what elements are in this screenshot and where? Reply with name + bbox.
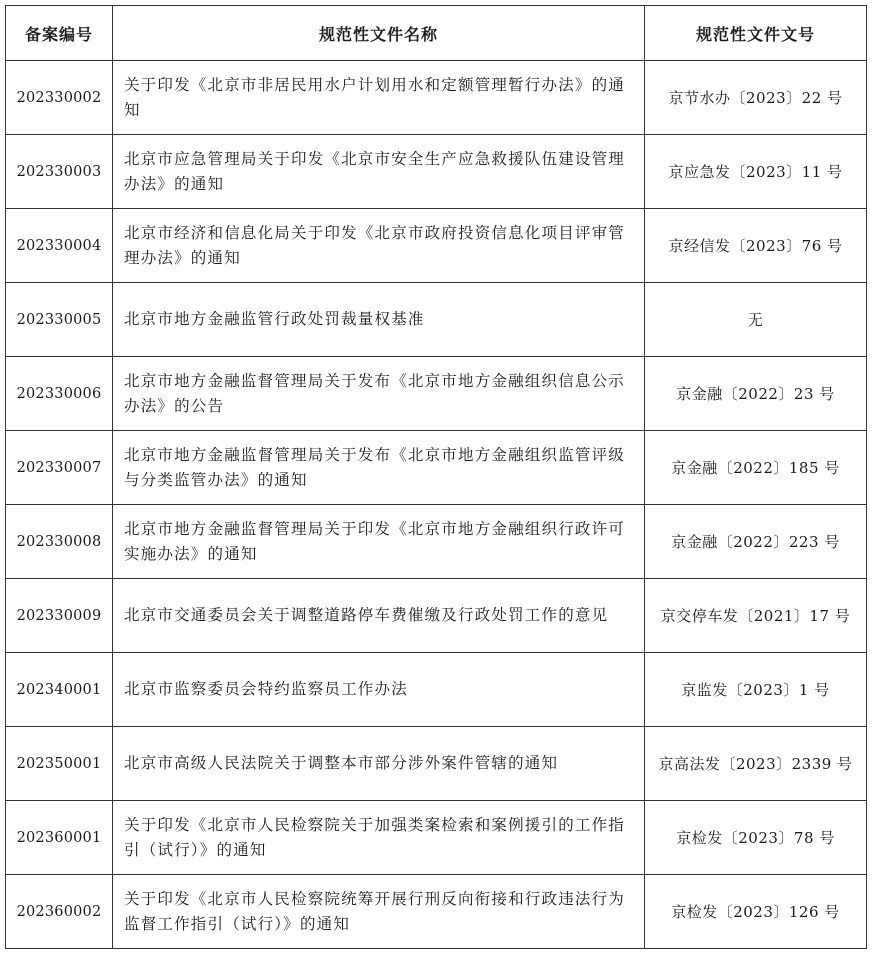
doc-number-cell: 京节水办〔2023〕22 号 — [645, 61, 867, 135]
doc-name-cell: 北京市经济和信息化局关于印发《北京市政府投资信息化项目评审管理办法》的通知 — [113, 209, 645, 283]
record-no-cell: 202340001 — [6, 653, 113, 727]
doc-name-cell: 北京市地方金融监督管理局关于发布《北京市地方金融组织监管评级与分类监管办法》的通知 — [113, 431, 645, 505]
record-no-cell: 202330006 — [6, 357, 113, 431]
document-page — [5, 5, 867, 949]
record-no-cell: 202330004 — [6, 209, 113, 283]
doc-number-cell: 京金融〔2022〕23 号 — [645, 357, 867, 431]
record-no-cell: 202360001 — [6, 801, 113, 875]
doc-name-cell: 关于印发《北京市人民检察院关于加强类案检索和案例援引的工作指引（试行）》的通知 — [113, 801, 645, 875]
doc-name-cell: 北京市地方金融监督管理局关于发布《北京市地方金融组织信息公示办法》的公告 — [113, 357, 645, 431]
header-doc-number: 规范性文件文号 — [645, 6, 867, 61]
record-no-cell: 202330003 — [6, 135, 113, 209]
table-row — [6, 801, 867, 875]
doc-number-cell: 京高法发〔2023〕2339 号 — [645, 727, 867, 801]
doc-name-cell: 北京市地方金融监管行政处罚裁量权基准 — [113, 283, 645, 357]
doc-number-cell: 京交停车发〔2021〕17 号 — [645, 579, 867, 653]
doc-number-cell: 京经信发〔2023〕76 号 — [645, 209, 867, 283]
records-table — [5, 5, 867, 949]
table-row — [6, 653, 867, 727]
doc-number-cell: 京金融〔2022〕223 号 — [645, 505, 867, 579]
table-row — [6, 579, 867, 653]
table-row — [6, 875, 867, 949]
doc-number-cell: 京检发〔2023〕78 号 — [645, 801, 867, 875]
record-no-cell: 202330008 — [6, 505, 113, 579]
record-no-cell: 202330005 — [6, 283, 113, 357]
doc-name-cell: 北京市高级人民法院关于调整本市部分涉外案件管辖的通知 — [113, 727, 645, 801]
doc-number-cell: 京检发〔2023〕126 号 — [645, 875, 867, 949]
doc-name-cell: 关于印发《北京市人民检察院统筹开展行刑反向衔接和行政违法行为监督工作指引（试行）》的通知 — [113, 875, 645, 949]
doc-number-cell: 京应急发〔2023〕11 号 — [645, 135, 867, 209]
doc-name-cell: 北京市交通委员会关于调整道路停车费催缴及行政处罚工作的意见 — [113, 579, 645, 653]
table-header — [6, 6, 867, 61]
header-record-no: 备案编号 — [6, 6, 113, 61]
table-row — [6, 727, 867, 801]
header-row — [6, 6, 867, 61]
doc-number-cell: 京金融〔2022〕185 号 — [645, 431, 867, 505]
doc-name-cell: 北京市应急管理局关于印发《北京市安全生产应急救援队伍建设管理办法》的通知 — [113, 135, 645, 209]
table-row — [6, 505, 867, 579]
table-row — [6, 135, 867, 209]
record-no-cell: 202330009 — [6, 579, 113, 653]
doc-name-cell: 北京市监察委员会特约监察员工作办法 — [113, 653, 645, 727]
doc-name-cell: 关于印发《北京市非居民用水户计划用水和定额管理暂行办法》的通知 — [113, 61, 645, 135]
table-row — [6, 283, 867, 357]
record-no-cell: 202350001 — [6, 727, 113, 801]
doc-number-cell: 无 — [645, 283, 867, 357]
header-doc-name: 规范性文件名称 — [113, 6, 645, 61]
table-row — [6, 431, 867, 505]
doc-name-cell: 北京市地方金融监督管理局关于印发《北京市地方金融组织行政许可实施办法》的通知 — [113, 505, 645, 579]
table-body — [6, 61, 867, 949]
table-row — [6, 209, 867, 283]
record-no-cell: 202330002 — [6, 61, 113, 135]
record-no-cell: 202330007 — [6, 431, 113, 505]
doc-number-cell: 京监发〔2023〕1 号 — [645, 653, 867, 727]
record-no-cell: 202360002 — [6, 875, 113, 949]
table-row — [6, 357, 867, 431]
table-row — [6, 61, 867, 135]
